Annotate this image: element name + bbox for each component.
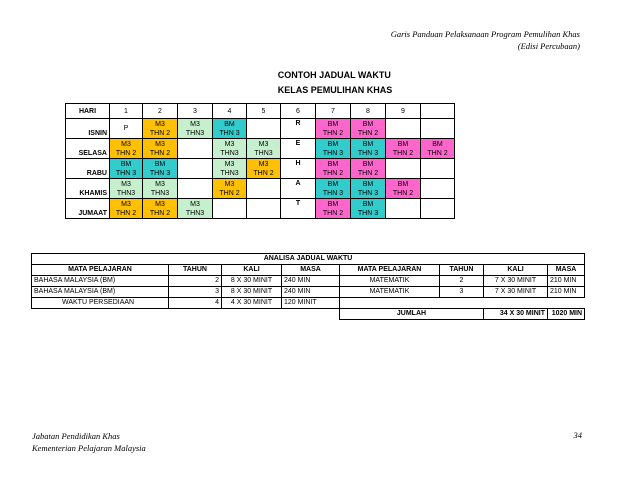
lesson-year: THN 3: [322, 189, 344, 197]
lesson-year: THN 3: [357, 149, 379, 157]
lesson-year: P: [123, 125, 129, 132]
analysis-cell: 4: [169, 298, 222, 309]
header-period: 2: [143, 104, 178, 119]
analysis-cell: MATEMATIK: [340, 287, 440, 298]
analysis-header: MASA: [548, 265, 585, 276]
analysis-title: ANALISA JADUAL WAKTU: [32, 254, 585, 265]
total-masa: 1020 MIN: [548, 309, 585, 320]
timetable-analysis: [31, 253, 585, 320]
lesson-year: THN 3: [115, 169, 137, 177]
timetable-row-rabu: [66, 159, 455, 179]
header-period: 1: [110, 104, 143, 119]
analysis-header: MASA: [282, 265, 340, 276]
lesson-year: THN 2: [253, 169, 274, 177]
lesson-subject: BM: [397, 180, 409, 188]
cell-text: A: [295, 180, 301, 187]
title-line-1: CONTOH JADUAL WAKTU: [277, 70, 391, 80]
empty-cell: [386, 159, 421, 179]
header-period: 8: [351, 104, 386, 119]
header-period: 6: [281, 104, 316, 119]
day-name: KHAMIS: [66, 179, 110, 199]
lesson-cell: [316, 179, 351, 199]
analysis-cell: 7 X 30 MINIT: [484, 287, 548, 298]
analysis-row: [32, 298, 585, 309]
lesson-subject: BM: [397, 140, 409, 148]
analysis-cell: 2: [169, 276, 222, 287]
analysis-cell: 8 X 30 MINIT: [222, 287, 282, 298]
rehat-letter: [281, 159, 316, 179]
title-line-2: KELAS PEMULIHAN KHAS: [277, 85, 393, 95]
header-hari: HARI: [66, 104, 110, 119]
lesson-subject: M3: [121, 200, 131, 208]
analysis-cell: [340, 298, 440, 309]
lesson-year: THN 2: [322, 209, 344, 217]
timetable-row-jumaat: [66, 199, 455, 219]
lesson-year: THN 2: [115, 149, 137, 157]
lesson-year: THN3: [185, 129, 205, 137]
header-period: [421, 104, 455, 119]
analysis-cell: BAHASA MALAYSIA (BM): [32, 287, 169, 298]
header-period: 7: [316, 104, 351, 119]
rehat-letter: [281, 119, 316, 139]
analysis-cell: 240 MIN: [282, 287, 340, 298]
day-name: JUMAAT: [66, 199, 110, 219]
timetable-row-isnin: [66, 119, 455, 139]
document-header: [391, 28, 580, 52]
rehat-letter: [281, 199, 316, 219]
lesson-year: THN 2: [149, 209, 171, 217]
lesson-cell: [213, 179, 247, 199]
lesson-cell: [143, 179, 178, 199]
lesson-subject: BM: [362, 140, 374, 148]
lesson-cell: [351, 119, 386, 139]
page-title: [0, 68, 638, 98]
lesson-cell: [351, 159, 386, 179]
lesson-subject: BM: [362, 200, 374, 208]
lesson-subject: BM: [154, 160, 166, 168]
empty-cell: [247, 179, 281, 199]
empty-cell: [421, 159, 455, 179]
analysis-cell: 4 X 30 MINIT: [222, 298, 282, 309]
lesson-subject: M3: [155, 120, 165, 128]
lesson-subject: M3: [155, 180, 165, 188]
lesson-cell: [247, 139, 281, 159]
timetable-row-selasa: [66, 139, 455, 159]
lesson-cell: [143, 199, 178, 219]
lesson-subject: M3: [190, 120, 200, 128]
lesson-cell: [143, 139, 178, 159]
empty-cell: [421, 179, 455, 199]
lesson-subject: BM: [224, 120, 235, 128]
analysis-header: KALI: [484, 265, 548, 276]
analysis-header: TAHUN: [169, 265, 222, 276]
lesson-cell: [143, 119, 178, 139]
empty-cell: [178, 179, 213, 199]
empty-cell: [386, 119, 421, 139]
lesson-year: THN 2: [322, 169, 344, 177]
lesson-year: THN 2: [149, 149, 171, 157]
lesson-year: THN3: [254, 149, 273, 157]
analysis-cell: MATEMATIK: [340, 276, 440, 287]
analysis-total-row: [32, 309, 585, 320]
lesson-subject: BM: [432, 140, 443, 148]
lesson-cell: [178, 199, 213, 219]
lesson-subject: M3: [258, 160, 269, 168]
analysis-cell: WAKTU PERSEDIAAN: [32, 298, 169, 309]
lesson-subject: BM: [327, 120, 339, 128]
lesson-subject: BM: [362, 120, 374, 128]
lesson-year: THN3: [220, 169, 239, 177]
header-line-2: (Edisi Percubaan): [517, 41, 580, 51]
lesson-year: THN 2: [115, 209, 137, 217]
lesson-cell: [351, 179, 386, 199]
day-name: RABU: [66, 159, 110, 179]
lesson-year: THN 2: [392, 189, 414, 197]
header-period: 5: [247, 104, 281, 119]
lesson-subject: M3: [224, 180, 235, 188]
day-name: ISNIN: [66, 119, 110, 139]
lesson-year: THN3: [220, 149, 239, 157]
cell-text: E: [295, 140, 301, 147]
timetable-header-row: [66, 104, 455, 119]
analysis-cell: 210 MIN: [548, 287, 585, 298]
lesson-cell: [110, 179, 143, 199]
lesson-year: THN 2: [219, 189, 240, 197]
lesson-year: THN 3: [149, 169, 171, 177]
lesson-year: THN 3: [322, 149, 344, 157]
analysis-header: TAHUN: [440, 265, 484, 276]
analysis-cell: 2: [440, 276, 484, 287]
analysis-header: MATA PELAJARAN: [340, 265, 440, 276]
lesson-subject: BM: [327, 180, 339, 188]
lesson-subject: BM: [362, 160, 374, 168]
lesson-year: THN 2: [322, 129, 344, 137]
empty-cell: [386, 199, 421, 219]
lesson-subject: M3: [155, 200, 165, 208]
lesson-subject: M3: [155, 140, 165, 148]
lesson-cell: [178, 119, 213, 139]
empty-cell: [213, 199, 247, 219]
total-label: JUMLAH: [340, 309, 484, 320]
rehat-letter: [281, 179, 316, 199]
lesson-subject: BM: [327, 160, 339, 168]
lesson-year: THN3: [116, 189, 136, 197]
cell-text: R: [295, 120, 301, 127]
timetable: [65, 103, 455, 219]
analysis-cell: 3: [169, 287, 222, 298]
footer: [32, 430, 146, 454]
analysis-row: [32, 287, 585, 298]
cell-text: T: [295, 200, 301, 207]
lesson-subject: M3: [258, 140, 269, 148]
lesson-year: THN 3: [357, 209, 379, 217]
lesson-subject: M3: [224, 160, 235, 168]
analysis-title-row: [32, 254, 585, 265]
lesson-year: THN 3: [357, 189, 379, 197]
lesson-cell: [351, 199, 386, 219]
lesson-cell: [316, 199, 351, 219]
analysis-cell: 240 MIN: [282, 276, 340, 287]
analysis-row: [32, 276, 585, 287]
lesson-subject: M3: [121, 140, 131, 148]
empty-cell: [421, 199, 455, 219]
empty-cell: [421, 119, 455, 139]
lesson-cell: [316, 119, 351, 139]
cell-text: H: [295, 160, 301, 167]
lesson-cell: [316, 159, 351, 179]
analysis-cell: 120 MINIT: [282, 298, 340, 309]
footer-line-1: Jabatan Pendidikan Khas: [32, 431, 120, 441]
lesson-cell: [110, 159, 143, 179]
analysis-cell: 210 MIN: [548, 276, 585, 287]
analysis-cell: 8 X 30 MINIT: [222, 276, 282, 287]
lesson-cell: [213, 159, 247, 179]
analysis-cell: [548, 298, 585, 309]
lesson-cell: [110, 199, 143, 219]
lesson-cell: [110, 139, 143, 159]
lesson-subject: BM: [120, 160, 132, 168]
header-period: 4: [213, 104, 247, 119]
lesson-cell: [421, 139, 455, 159]
lesson-cell: [351, 139, 386, 159]
lesson-year: THN 3: [219, 129, 240, 137]
header-period: 3: [178, 104, 213, 119]
analysis-header: KALI: [222, 265, 282, 276]
empty-cell: [247, 199, 281, 219]
lesson-cell: [386, 179, 421, 199]
lesson-year: THN 2: [149, 129, 171, 137]
lesson-cell: [143, 159, 178, 179]
header-line-1: Garis Panduan Pelaksanaan Program Pemulihan Khas: [390, 29, 580, 39]
lesson-cell: [386, 139, 421, 159]
total-kali: 34 X 30 MINIT: [484, 309, 548, 320]
lesson-cell: [213, 139, 247, 159]
lesson-year: THN 2: [357, 129, 379, 137]
lesson-year: THN3: [150, 189, 170, 197]
lesson-subject: BM: [362, 180, 374, 188]
lesson-cell: [213, 119, 247, 139]
analysis-cell: [484, 298, 548, 309]
footer-line-2: Kementerian Pelajaran Malaysia: [32, 443, 146, 453]
lesson-subject: M3: [121, 180, 131, 188]
header-period: 9: [386, 104, 421, 119]
lesson-year: THN3: [185, 209, 205, 217]
empty-cell: [178, 139, 213, 159]
lesson-year: THN 2: [427, 149, 448, 157]
timetable-row-khamis: [66, 179, 455, 199]
analysis-cell: [440, 298, 484, 309]
lesson-year: THN 2: [392, 149, 414, 157]
analysis-cell: 7 X 30 MINIT: [484, 276, 548, 287]
analysis-cell: 3: [440, 287, 484, 298]
lesson-year: THN 2: [357, 169, 379, 177]
analysis-header: MATA PELAJARAN: [32, 265, 169, 276]
page-number: 34: [573, 430, 582, 440]
lesson-cell: [316, 139, 351, 159]
rehat-letter: [281, 139, 316, 159]
analysis-cell: BAHASA MALAYSIA (BM): [32, 276, 169, 287]
empty-cell: [110, 119, 143, 139]
lesson-subject: BM: [327, 140, 339, 148]
day-name: SELASA: [66, 139, 110, 159]
lesson-cell: [247, 159, 281, 179]
lesson-subject: M3: [190, 200, 200, 208]
analysis-header-row: [32, 265, 585, 276]
empty-cell: [178, 159, 213, 179]
lesson-subject: BM: [327, 200, 339, 208]
lesson-subject: M3: [224, 140, 235, 148]
empty-cell: [247, 119, 281, 139]
